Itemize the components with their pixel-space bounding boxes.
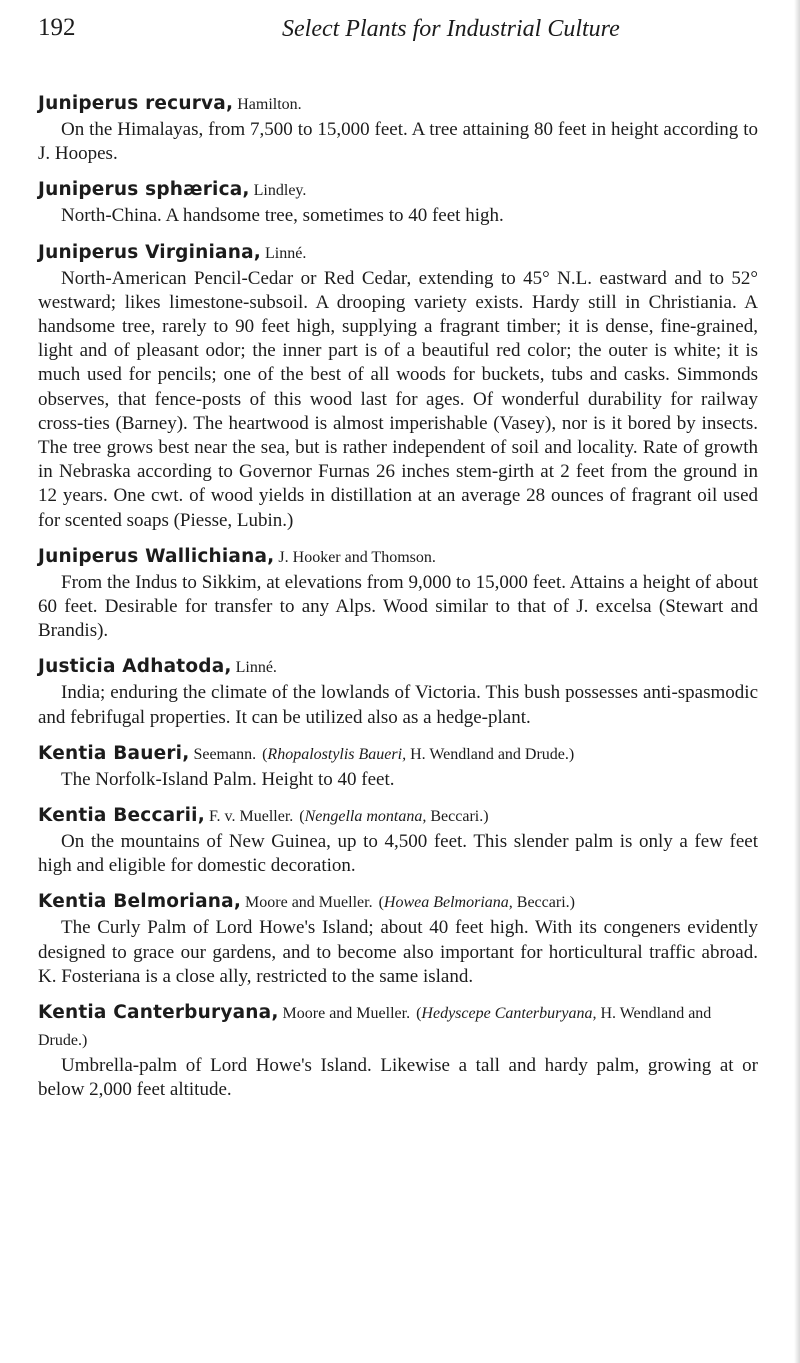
species-name: Kentia Baueri, [38, 742, 190, 764]
entry-description: Umbrella-palm of Lord Howe's Island. Likewise a tall and hardy palm, growing at or below 2,000 feet altitude. [38, 1055, 758, 1101]
species-author: Seemann. [193, 745, 257, 763]
entry-description: North-China. A handsome tree, sometimes to 40 feet high. [61, 205, 504, 227]
species-entry [38, 1000, 758, 1102]
entry-description: On the mountains of New Guinea, up to 4,500 feet. This slender palm is only a few feet high and eligible for domestic decoration. [38, 831, 758, 877]
entry-description: On the Himalayas, from 7,500 to 15,000 feet. A tree attaining 80 feet in height according to J. Hoopes. [38, 119, 758, 165]
synonym-authority: Beccari.) [512, 894, 575, 912]
page-number: 192 [38, 14, 76, 41]
species-entry [38, 654, 758, 729]
species-name: Juniperus Wallichiana, [38, 545, 275, 567]
species-synonym [379, 894, 575, 911]
species-entry [38, 544, 758, 644]
species-author: F. v. Mueller. [208, 808, 294, 826]
book-page [38, 14, 758, 1113]
species-author: Lindley. [253, 182, 307, 200]
species-author: Moore and Mueller. [282, 1005, 411, 1023]
synonym-name: Hedyscepe Canterburyana, [421, 1005, 597, 1023]
species-synonym [299, 808, 488, 825]
entry-list [38, 91, 758, 1102]
species-entry [38, 741, 758, 792]
entry-heading [38, 91, 758, 118]
species-name: Juniperus sphærica, [38, 179, 250, 201]
species-entry [38, 240, 758, 533]
synonym-authority: Beccari.) [426, 808, 489, 826]
synonym-open: ( [299, 808, 305, 826]
entry-heading [38, 654, 758, 681]
page-edge-shadow [794, 0, 800, 1363]
species-entry [38, 803, 758, 878]
species-author: Moore and Mueller. [245, 894, 373, 912]
species-entry [38, 91, 758, 166]
synonym-authority: H. Wendland and Drude.) [406, 745, 575, 763]
species-entry [38, 889, 758, 989]
entry-heading [38, 544, 758, 571]
species-author: J. Hooker and Thomson. [278, 548, 436, 566]
entry-description: India; enduring the climate of the lowlands of Victoria. This bush possesses anti-spasmodic and febrifugal properties. It can be utilized also as a hedge-plant. [38, 682, 758, 728]
species-name: Kentia Belmoriana, [38, 891, 242, 913]
species-author: Linné. [265, 244, 307, 262]
species-author: Linné. [235, 659, 277, 677]
entry-heading [38, 889, 758, 916]
entry-heading [38, 177, 758, 204]
synonym-open: ( [378, 894, 384, 912]
synonym-name: Howea Belmoriana, [383, 894, 513, 912]
species-entry [38, 177, 758, 228]
synonym-name: Nengella montana, [304, 808, 427, 826]
synonym-open: ( [262, 745, 268, 763]
entry-heading [38, 803, 758, 830]
synonym-open: ( [416, 1005, 422, 1023]
running-head [38, 14, 758, 54]
entry-heading [38, 240, 758, 267]
entry-heading [38, 1000, 758, 1054]
species-synonym [262, 746, 574, 763]
entry-description: North-American Pencil-Cedar or Red Cedar, extending to 45° N.L. eastward and to 52° westward; likes limestone-subsoil. A drooping variety exists. Hardy still in Christiania. A handsome tree, rarely to 90 feet high, supplying a fragrant timber; it is dense, fine-grained, light and of pleasant odor; the inner part is of a beautiful red color; the outer is white; it is much used for pencils; one of the best of all woods for buckets, tubs and casks. Simmonds observes, that fence-posts of this wood last for ages. Of wonderful durability for railway cross-ties (Barney). The heartwood is almost imperishable (Vasey), nor is it bored by insects. The tree grows best near the sea, but is rather independent of soil and locality. Rate of growth in Nebraska according to Governor Furnas 26 inches stem-girth at 2 feet from the ground in 12 years. One cwt. of wood yields in distillation at an average 28 ounces of fragrant oil used for scented soaps (Piesse, Lubin.) [38, 267, 758, 531]
species-name: Juniperus recurva, [38, 93, 234, 114]
running-title: Select Plants for Industrial Culture [282, 16, 620, 42]
synonym-name: Rhopalostylis Baueri, [267, 745, 407, 763]
synonym-authority: H. Wendland and Drude.) [38, 1005, 712, 1050]
species-name: Kentia Beccarii, [38, 805, 205, 827]
species-name: Juniperus Virginiana, [38, 241, 262, 263]
entry-description: The Norfolk-Island Palm. Height to 40 feet. [61, 768, 395, 790]
entry-description: The Curly Palm of Lord Howe's Island; about 40 feet high. With its congeners evidently designed to grace our gardens, and to become also important for horticultural traffic abroad. K. Fosteriana is a close ally, restricted to the same island. [38, 917, 758, 987]
species-name: Justicia Adhatoda, [38, 656, 232, 678]
species-name: Kentia Canterburyana, [38, 1002, 279, 1024]
entry-heading [38, 741, 758, 768]
species-author: Hamilton. [237, 96, 302, 113]
entry-description: From the Indus to Sikkim, at elevations from 9,000 to 15,000 feet. Attains a height of about 60 feet. Desirable for transfer to any Alps. Wood similar to that of J. excelsa (Stewart and Brandis). [38, 571, 758, 642]
